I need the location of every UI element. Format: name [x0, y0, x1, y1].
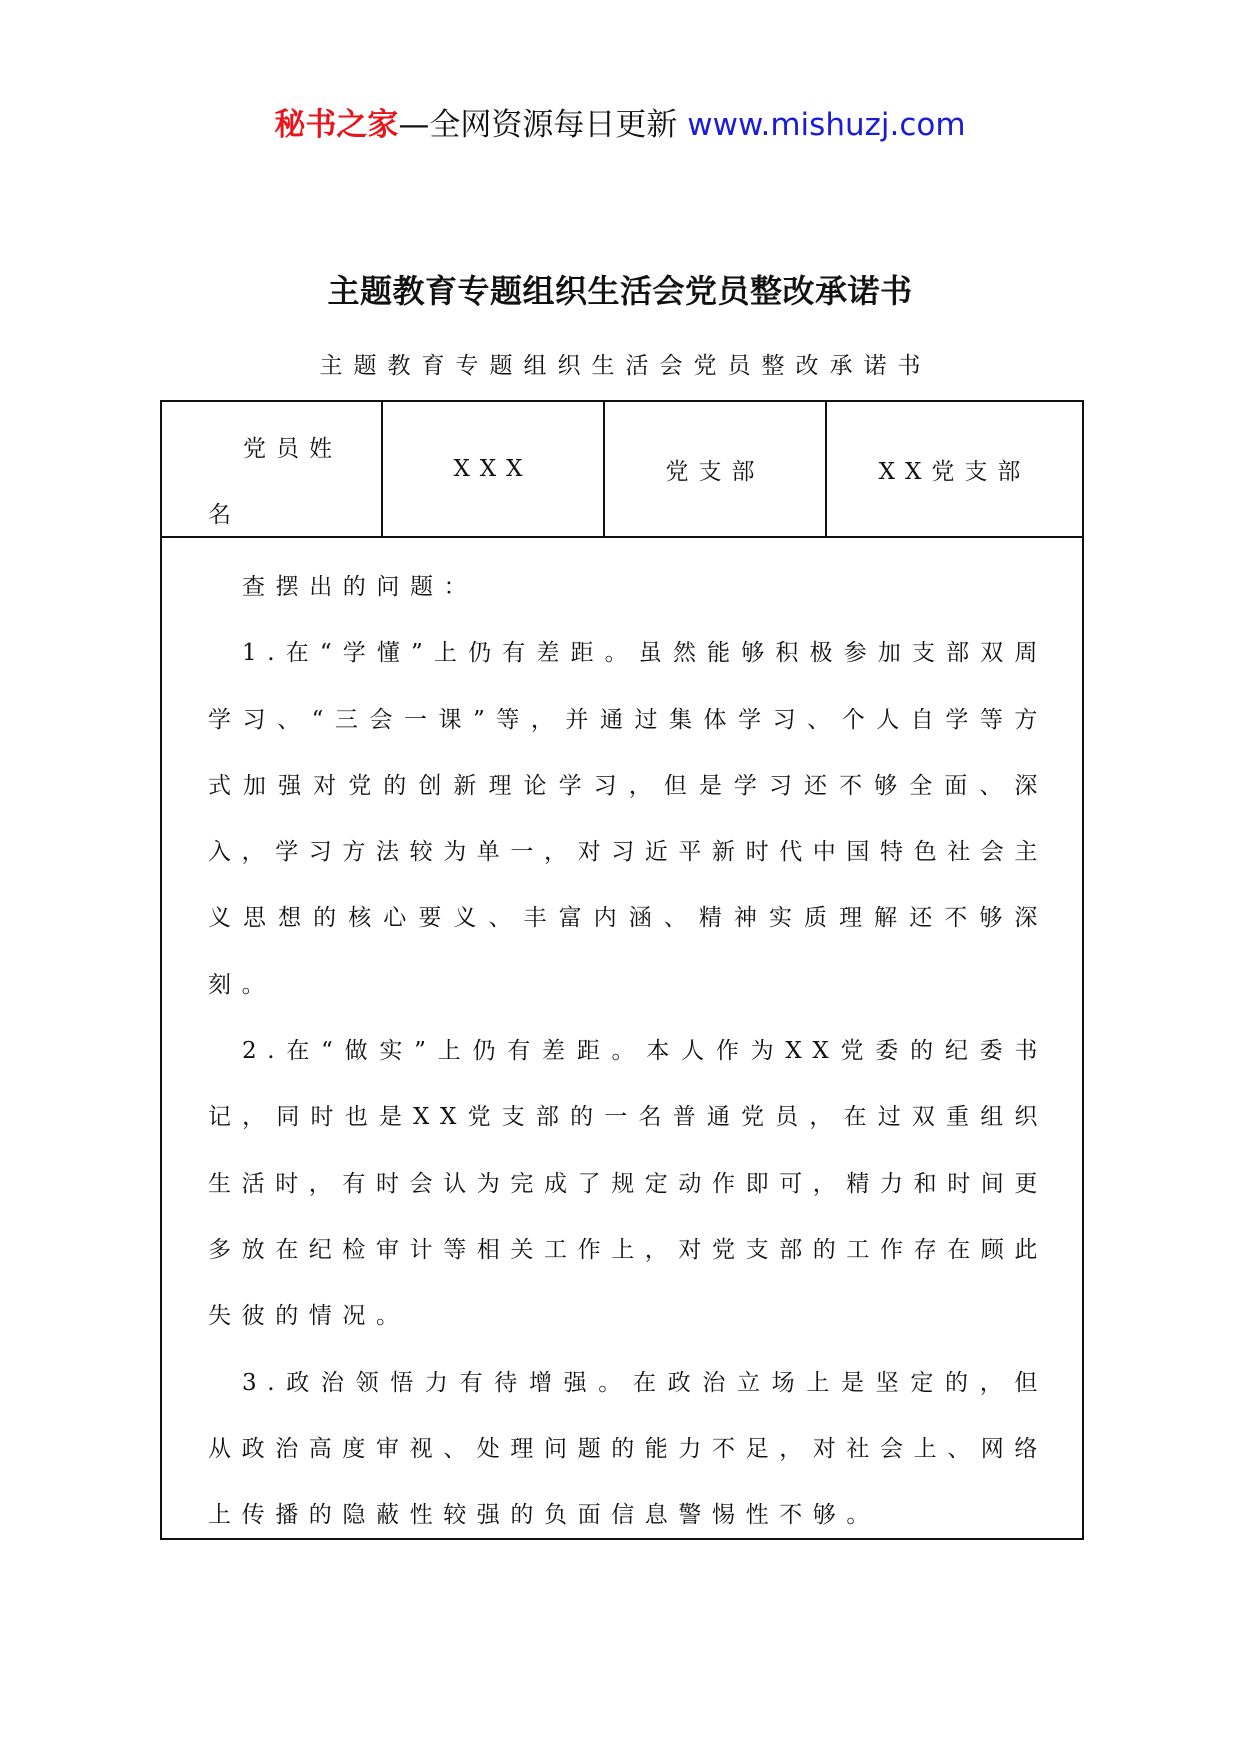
- site-slogan: —全网资源每日更新: [398, 107, 688, 143]
- form-header-row: [162, 402, 1082, 538]
- branch-label-cell: [605, 402, 827, 536]
- name-value: XXX: [453, 456, 533, 482]
- name-label-cell: [162, 402, 383, 536]
- site-header: [0, 98, 1240, 152]
- problems-text: [208, 554, 1048, 1548]
- problems-heading: 查摆出的问题：: [242, 574, 478, 600]
- name-label: 党员姓名: [208, 436, 342, 528]
- problem-item-1: 1.在“学懂”上仍有差距。虽然能够积极参加支部双周学习、“三会一课”等，并通过集体学习、个人自学等方式加强对党的创新理论学习，但是学习还不够全面、深入，学习方法较为单一，对习近平新时代中国特色社会主义思想的核心要义、丰富内涵、精神实质理解还不够深刻。: [208, 640, 1048, 998]
- branch-label: 党支部: [665, 458, 765, 485]
- site-brand: 秘书之家: [274, 107, 399, 143]
- branch-value-cell: [827, 402, 1082, 536]
- commitment-form-table: [160, 400, 1084, 1540]
- problem-item-3: 3.政治领悟力有待增强。在政治立场上是坚定的，但从政治高度审视、处理问题的能力不足，对社会上、网络上传播的隐蔽性较强的负面信息警惕性不够。: [208, 1369, 1048, 1529]
- branch-value: XX党支部: [878, 458, 1031, 485]
- document-title: 主题教育专题组织生活会党员整改承诺书: [327, 272, 913, 310]
- problems-cell: [162, 538, 1082, 1538]
- site-url-link[interactable]: www.mishuzj.com: [687, 107, 966, 143]
- name-value-cell: [383, 402, 605, 536]
- document-subtitle: 主题教育专题组织生活会党员整改承诺书: [319, 353, 932, 379]
- problem-item-2: 2.在“做实”上仍有差距。本人作为XX党委的纪委书记，同时也是XX党支部的一名普通党员，在过双重组织生活时，有时会认为完成了规定动作即可，精力和时间更多放在纪检审计等相关工作上，对党支部的工作存在顾此失彼的情况。: [208, 1038, 1048, 1330]
